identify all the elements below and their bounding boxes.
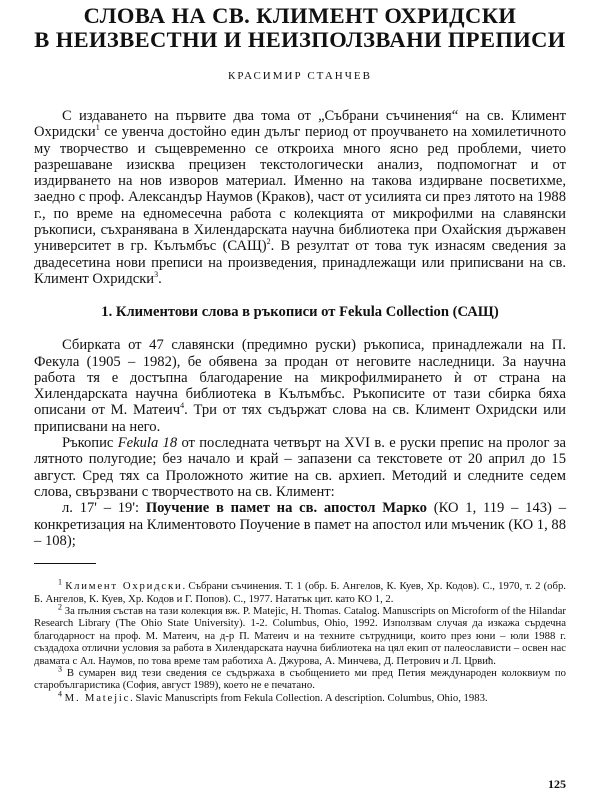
footnote-3 (34, 664, 566, 692)
author-name: КРАСИМИР СТАНЧЕВ (228, 70, 372, 82)
footnote-ref-1: 1 (95, 123, 100, 133)
footnote-1-text: . Събрани съчинения. Т. 1 (обр. Б. Ангелов, К. Куев, Хр. Кодов). С., 1970, т. 2 (обр. Б. Ангелов, К. Куев, Хр. Кодов и Г. Попов). С., 1977. Нататък цит. като КО 1, 2. (34, 580, 566, 605)
body-paragraph-1 (34, 337, 566, 435)
title-line-1: СЛОВА НА СВ. КЛИМЕНТ ОХРИДСКИ (83, 3, 517, 28)
footnote-4-mark: 4 (58, 689, 62, 699)
footnote-2-mark: 2 (58, 602, 62, 612)
footnote-2-text: За пълния състав на тази колекция вж. P. Matejic, H. Thomas. Catalog. Manuscripts on Microform of the Hilandar Research Library (The Ohio State University). 1-2. Columbus, Ohio, 1992. Използвам случая да изкажа сърдечна благодарност на проф. М. Матеич, на д-р П. Матеич и на техните сътрудници, които през юни – юли 1988 г. създадоха отлични условия за работа в Хилендарската научна библиотека на цял екип от палеослависти – освен нас двамата с Ал. Наумов, по това време там работиха А. Джурова, А. Минчева, Д. Петрович и Л. Црвић. (34, 604, 566, 667)
footnote-ref-2: 2 (266, 237, 271, 247)
work-title: Поучение в памет на св. апостол Марко (145, 500, 427, 517)
page-number: 125 (548, 777, 566, 791)
body2-text-2: от последната четвърт на XVI в. е руски препис на пролог за лятното полугодие; без начало и край – запазени са текстовете от 20 април до 15 август. Сред тях са Проложното житие на св. архиеп. Методий и следните седем слова, свързвани с творчеството на св. Климент: (34, 435, 566, 500)
intro-text-2: се увенча достойно един дълъг период от проучването на хомилетичното му творчество и същевременно се откроиха много ясно ред проблеми, чието разрешаване изисква прецизен текстологически анализ, подпомогнат и от издирването на нов изворов материал. Именно на такова издирване посветихме, заедно с проф. Александър Наумов (Краков), част от усилията си през лятото на 1988 г., по време на едномесечна работа с колекцията от микрофилми на славянски ръкописи, съхранявана в Хилендарската научна библиотека при Охайския държавен университет в гр. Кълъмбъс (САЩ) (34, 124, 566, 255)
footnote-divider (34, 563, 96, 564)
footnotes (34, 577, 566, 704)
article-title (34, 4, 566, 52)
folio-reference: л. 17' – 19': (62, 500, 146, 517)
footnote-4-author: M. Matejic (64, 691, 131, 704)
body1-text-2: . Три от тях съдържат слова на св. Климент Охридски или приписвани на него. (34, 402, 566, 435)
intro-text-4: . (158, 270, 162, 287)
footnote-4 (34, 689, 566, 704)
intro-paragraph (34, 108, 566, 287)
footnote-3-text: В сумарен вид тези сведения се съдържаха в съобщението ми пред Петия международен колоквиум по старобългаристика (София, август 1989), което не е печатано. (34, 666, 566, 692)
footnote-1-author: Климент Охридски (65, 580, 183, 593)
footnote-ref-4: 4 (180, 401, 185, 411)
body3-text-2: (КО 1, 119 – 143) – конкретизация на Климентовото Поучение в памет на апостол или мъченик (КО 1, 88 – 108); (34, 500, 566, 549)
footnote-3-mark: 3 (58, 664, 62, 674)
manuscript-name: Fekula 18 (117, 435, 178, 452)
footnote-4-text: . Slavic Manuscripts from Fekula Collection. A description. Columbus, Ohio, 1983. (130, 691, 488, 704)
intro-text-1: С издаването на първите два тома от „Събрани съчинения“ на св. Климент Охридски (34, 108, 566, 141)
section-heading: 1. Климентови слова в ръкописи от Fekula Collection (САЩ) (101, 304, 499, 321)
footnote-2 (34, 602, 566, 667)
body2-text-1: Ръкопис (62, 435, 118, 452)
body-paragraph-3 (34, 500, 566, 549)
footnote-1 (34, 577, 566, 605)
body-paragraph-2 (34, 435, 566, 500)
footnote-1-mark: 1 (58, 577, 62, 587)
title-line-2: В НЕИЗВЕСТНИ И НЕИЗПОЛЗВАНИ ПРЕПИСИ (34, 27, 566, 52)
body1-text-1: Сбирката от 47 славянски (предимно руски) ръкописа, принадлежали на П. Фекула (1905 – 1982), бе обявена за продан от неговите наследници. За научна работа тя е достъпна благодарение на микрофилмирането ѝ от страна на Хилендарската научна библиотека в Кълъмбъс. Ръкописите от тази сбирка бяха описани от М. Матеич (34, 337, 566, 419)
footnote-ref-3: 3 (154, 270, 159, 280)
intro-text-3: . В резултат от това тук изнасям сведения за двадесетина нови преписи на произведения, принадлежащи или приписвани на св. Климент Охридски (34, 238, 566, 287)
